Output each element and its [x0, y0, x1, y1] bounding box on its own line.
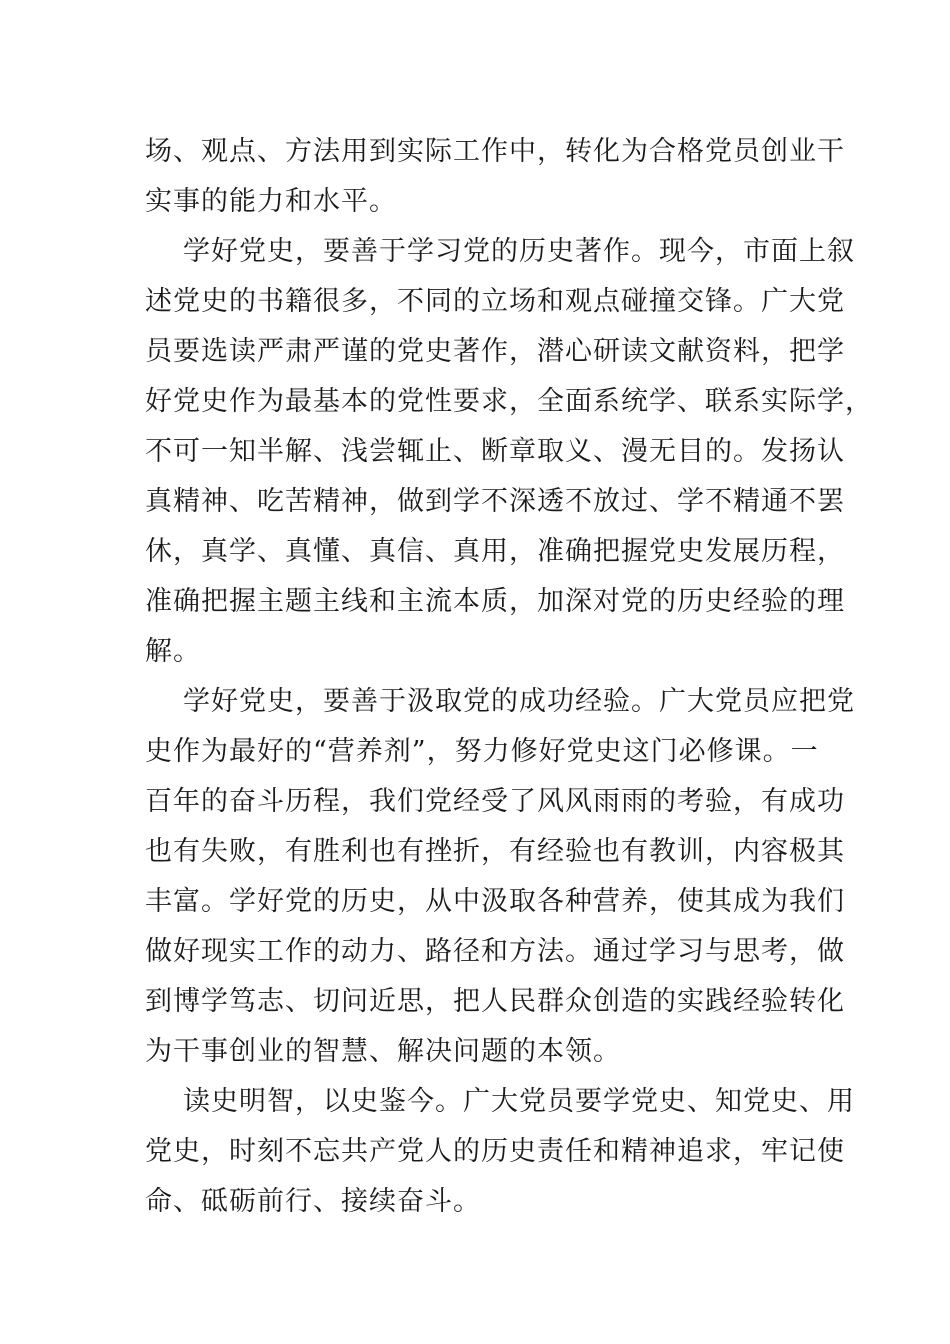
- paragraph-line: 丰富。学好党的历史，从中汲取各种营养，使其成为我们: [145, 886, 845, 917]
- paragraph-line: 史作为最好的“营养剂”，努力修好党史这门必修课。一: [145, 736, 819, 767]
- paragraph-line: 场、观点、方法用到实际工作中，转化为合格党员创业干: [145, 136, 845, 167]
- paragraph-line: 真精神、吃苦精神，做到学不深透不放过、学不精通不罢: [145, 486, 845, 517]
- paragraph-line: 解。: [145, 636, 201, 667]
- paragraph-line: 到博学笃志、切问近思，把人民群众创造的实践经验转化: [145, 986, 845, 1017]
- paragraph-line: 党史，时刻不忘共产党人的历史责任和精神追求，牢记使: [145, 1136, 845, 1167]
- paragraph: [145, 1077, 855, 1227]
- paragraph-line: 也有失败，有胜利也有挫折，有经验也有教训，内容极其: [145, 836, 845, 867]
- paragraph: [145, 677, 855, 1077]
- paragraph-line: 读史明智，以史鉴今。广大党员要学党史、知党史、用: [183, 1086, 855, 1117]
- paragraph-line: 学好党史，要善于汲取党的成功经验。广大党员应把党: [183, 686, 855, 717]
- paragraph: [145, 227, 873, 677]
- paragraph-line: 休，真学、真懂、真信、真用，准确把握党史发展历程，: [145, 536, 845, 567]
- document-body: [145, 127, 873, 1227]
- paragraph-line: 百年的奋斗历程，我们党经受了风风雨雨的考验，有成功: [145, 786, 845, 817]
- paragraph-line: 准确把握主题主线和主流本质，加深对党的历史经验的理: [145, 586, 845, 617]
- paragraph-line: 命、砥砺前行、接续奋斗。: [145, 1186, 481, 1217]
- paragraph-line: 做好现实工作的动力、路径和方法。通过学习与思考，做: [145, 936, 845, 967]
- paragraph-line: 述党史的书籍很多，不同的立场和观点碰撞交锋。广大党: [145, 286, 845, 317]
- paragraph-line: 不可一知半解、浅尝辄止、断章取义、漫无目的。发扬认: [145, 436, 845, 467]
- paragraph: [145, 127, 845, 227]
- paragraph-line: 好党史作为最基本的党性要求，全面系统学、联系实际学，: [145, 386, 873, 417]
- paragraph-line: 为干事创业的智慧、解决问题的本领。: [145, 1036, 621, 1067]
- paragraph-line: 员要选读严肃严谨的党史著作，潜心研读文献资料，把学: [145, 336, 845, 367]
- paragraph-line: 实事的能力和水平。: [145, 186, 397, 217]
- paragraph-line: 学好党史，要善于学习党的历史著作。现今，市面上叙: [183, 236, 855, 267]
